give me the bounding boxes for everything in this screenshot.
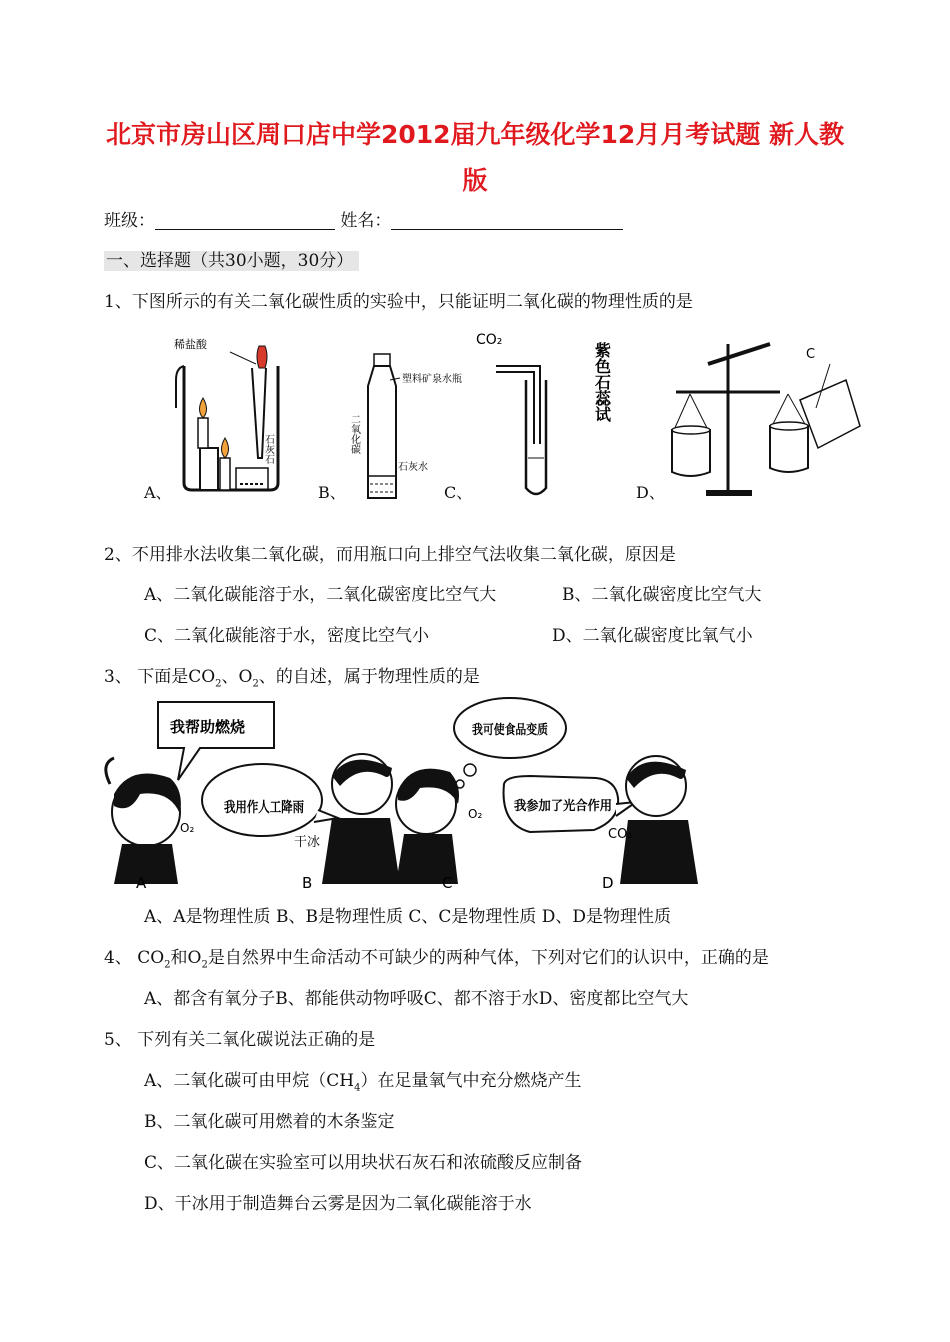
- litmus-label: 紫色石蕊试: [592, 342, 612, 422]
- q5-option-c[interactable]: C、二氧化碳在实验室可以用块状石灰石和浓硫酸反应制备: [144, 1153, 583, 1173]
- q5-option-b[interactable]: B、二氧化碳可用燃着的木条鉴定: [144, 1112, 395, 1132]
- balance-gas-label: C: [806, 347, 816, 362]
- q1-figure-c: [474, 324, 634, 504]
- class-label: 班级：: [104, 211, 155, 231]
- q1-stem: 1、下图所示的有关二氧化碳性质的实验中，只能证明二氧化碳的物理性质的是: [104, 292, 693, 312]
- dry-ice-label: 干冰: [294, 835, 321, 850]
- bubble-a-text: 我帮助燃烧: [170, 718, 246, 736]
- bubble-c-text: 我可使食品变质: [472, 723, 564, 738]
- co2-label-d: CO₂: [608, 827, 633, 842]
- o2-label-c: O₂: [468, 807, 483, 821]
- co2-label: CO₂: [476, 332, 503, 348]
- gas-label: 二氧化碳: [348, 414, 360, 454]
- bottle-label: 塑料矿泉水瓶: [402, 374, 462, 385]
- q5-option-d[interactable]: D、干冰用于制造舞台云雾是因为二氧化碳能溶于水: [144, 1194, 532, 1214]
- q4-options[interactable]: A、都含有氧分子B、都能供动物呼吸C、都不溶于水D、密度都比空气大: [144, 989, 689, 1009]
- limewater-label: 石灰水: [398, 462, 428, 473]
- stone-label: 石灰石: [262, 434, 274, 464]
- q5-stem: 5、 下列有关二氧化碳说法正确的是: [104, 1030, 376, 1050]
- q1-figure-b: [334, 352, 462, 502]
- class-blank[interactable]: [155, 211, 335, 230]
- o2-label-a: O₂: [180, 821, 195, 835]
- q1-option-c[interactable]: C、: [444, 483, 473, 502]
- letter-d: D: [602, 874, 614, 892]
- letter-c: C: [442, 874, 453, 892]
- q1-figure-a: [170, 328, 300, 494]
- name-label: 姓名：: [340, 211, 392, 231]
- q4-stem: 4、 $CO_2$和$O_2$是自然界中生命活动不可缺少的两种气体，下列对它们的认识中，正确的是: [104, 948, 769, 971]
- acid-label: 稀盐酸: [174, 338, 207, 351]
- name-blank[interactable]: [391, 211, 623, 230]
- bubble-b-text: 我用作人工降雨: [224, 800, 322, 816]
- q2-option-b[interactable]: B、二氧化碳密度比空气大: [562, 585, 762, 605]
- letter-a: A: [136, 874, 147, 892]
- letter-b: B: [302, 874, 313, 892]
- student-info-row: [104, 206, 623, 231]
- q3-stem: 3、 下面是$CO_2$、$O_2$、的自述，属于物理性质的是: [104, 667, 480, 690]
- q1-figure-d: [660, 334, 870, 504]
- q1-option-d[interactable]: D、: [636, 483, 665, 502]
- q5-option-a[interactable]: A、二氧化碳可由甲烷$(CH_4)$在足量氧气中充分燃烧产生: [144, 1071, 582, 1094]
- q3-options[interactable]: A、A是物理性质 B、B是物理性质 C、C是物理性质 D、D是物理性质: [144, 907, 672, 927]
- q2-stem: 2、不用排水法收集二氧化碳，而用瓶口向上排空气法收集二氧化碳，原因是: [104, 545, 676, 565]
- q1-option-b[interactable]: B、: [318, 483, 346, 502]
- q2-option-d[interactable]: D、二氧化碳密度比氧气小: [552, 626, 753, 646]
- section-heading-text: 一、选择题（共30小题，30分）: [104, 251, 359, 271]
- bubble-d-text: 我参加了光合作用: [514, 799, 619, 814]
- section-heading: [104, 246, 359, 271]
- q1-option-a[interactable]: A、: [144, 483, 172, 502]
- q3-cartoon: [100, 694, 720, 894]
- q3-figure-letters: [100, 870, 640, 896]
- page-title: 北京市房山区周口店中学2012届九年级化学12月月考试题 新人教版: [105, 120, 845, 195]
- q2-option-a[interactable]: A、二氧化碳能溶于水，二氧化碳密度比空气大: [144, 585, 497, 605]
- q2-option-c[interactable]: C、二氧化碳能溶于水，密度比空气小: [144, 626, 430, 646]
